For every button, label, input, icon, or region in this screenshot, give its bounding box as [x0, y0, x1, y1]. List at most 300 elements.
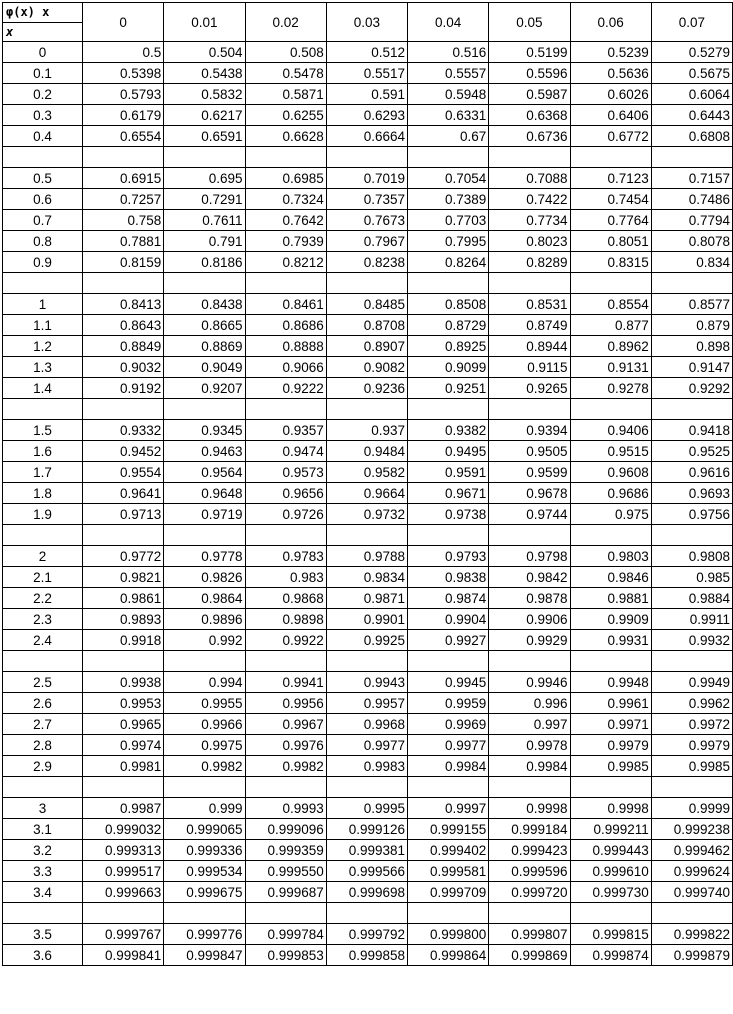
phi-value-cell: 0.9999 — [651, 798, 732, 819]
phi-value-cell: 0.9066 — [245, 357, 326, 378]
phi-value-cell: 0.999807 — [489, 924, 570, 945]
phi-value-cell: 0.9484 — [326, 441, 407, 462]
phi-value-cell: 0.9946 — [489, 672, 570, 693]
phi-value-cell: 0.8962 — [570, 336, 651, 357]
phi-value-cell: 0.6443 — [651, 105, 732, 126]
phi-value-cell: 0.9975 — [164, 735, 245, 756]
phi-value-cell: 0.9406 — [570, 420, 651, 441]
phi-value-cell: 0.999709 — [408, 882, 489, 903]
phi-value-cell: 0.999534 — [164, 861, 245, 882]
x-value-cell: 1.9 — [3, 504, 83, 525]
phi-value-cell: 0.9345 — [164, 420, 245, 441]
phi-value-cell: 0.9956 — [245, 693, 326, 714]
empty-cell — [326, 147, 407, 168]
empty-cell — [570, 273, 651, 294]
phi-value-cell: 0.9838 — [408, 567, 489, 588]
phi-value-cell: 0.9032 — [83, 357, 164, 378]
phi-value-cell: 0.5199 — [489, 42, 570, 63]
phi-value-cell: 0.9772 — [83, 546, 164, 567]
corner-divider — [3, 22, 82, 23]
table-row — [3, 210, 733, 231]
column-header: 0.02 — [245, 3, 326, 42]
empty-cell — [408, 777, 489, 798]
phi-value-cell: 0.992 — [164, 630, 245, 651]
phi-value-cell: 0.9909 — [570, 609, 651, 630]
table-row — [3, 42, 733, 63]
empty-cell — [3, 525, 83, 546]
table-row — [3, 504, 733, 525]
corner-label-top: φ(x) x — [6, 5, 50, 19]
phi-value-cell: 0.9678 — [489, 483, 570, 504]
phi-value-cell: 0.9911 — [651, 609, 732, 630]
empty-cell — [83, 651, 164, 672]
phi-value-cell: 0.9778 — [164, 546, 245, 567]
phi-value-cell: 0.8186 — [164, 252, 245, 273]
x-value-cell: 0.3 — [3, 105, 83, 126]
phi-value-cell: 0.996 — [489, 693, 570, 714]
empty-cell — [651, 399, 732, 420]
column-header: 0.05 — [489, 3, 570, 42]
phi-value-cell: 0.8577 — [651, 294, 732, 315]
phi-value-cell: 0.508 — [245, 42, 326, 63]
phi-value-cell: 0.7642 — [245, 210, 326, 231]
phi-value-cell: 0.7123 — [570, 168, 651, 189]
empty-cell — [83, 273, 164, 294]
empty-cell — [83, 147, 164, 168]
phi-value-cell: 0.9147 — [651, 357, 732, 378]
phi-value-cell: 0.9495 — [408, 441, 489, 462]
phi-value-cell: 0.6368 — [489, 105, 570, 126]
phi-value-cell: 0.9474 — [245, 441, 326, 462]
phi-value-cell: 0.7703 — [408, 210, 489, 231]
phi-value-cell: 0.937 — [326, 420, 407, 441]
phi-value-cell: 0.9948 — [570, 672, 651, 693]
empty-cell — [326, 525, 407, 546]
phi-value-cell: 0.9292 — [651, 378, 732, 399]
phi-value-cell: 0.8708 — [326, 315, 407, 336]
phi-value-cell: 0.9943 — [326, 672, 407, 693]
table-row — [3, 420, 733, 441]
phi-value-cell: 0.6255 — [245, 105, 326, 126]
phi-value-cell: 0.8925 — [408, 336, 489, 357]
phi-value-cell: 0.9099 — [408, 357, 489, 378]
empty-cell — [245, 903, 326, 924]
empty-cell — [489, 525, 570, 546]
phi-value-cell: 0.9965 — [83, 714, 164, 735]
empty-cell — [3, 777, 83, 798]
phi-value-cell: 0.7054 — [408, 168, 489, 189]
empty-cell — [651, 525, 732, 546]
phi-value-cell: 0.6406 — [570, 105, 651, 126]
group-separator-row — [3, 777, 733, 798]
phi-value-cell: 0.999624 — [651, 861, 732, 882]
group-separator-row — [3, 525, 733, 546]
phi-value-cell: 0.6664 — [326, 126, 407, 147]
phi-value-cell: 0.9554 — [83, 462, 164, 483]
phi-value-cell: 0.7995 — [408, 231, 489, 252]
phi-value-cell: 0.8508 — [408, 294, 489, 315]
phi-value-cell: 0.999184 — [489, 819, 570, 840]
phi-value-cell: 0.9582 — [326, 462, 407, 483]
phi-value-cell: 0.8888 — [245, 336, 326, 357]
phi-value-cell: 0.9861 — [83, 588, 164, 609]
phi-value-cell: 0.9955 — [164, 693, 245, 714]
empty-cell — [83, 777, 164, 798]
table-row — [3, 168, 733, 189]
phi-value-cell: 0.999853 — [245, 945, 326, 966]
empty-cell — [326, 399, 407, 420]
phi-value-cell: 0.999313 — [83, 840, 164, 861]
phi-value-cell: 0.999550 — [245, 861, 326, 882]
phi-value-cell: 0.9971 — [570, 714, 651, 735]
phi-value-cell: 0.9959 — [408, 693, 489, 714]
empty-cell — [408, 525, 489, 546]
phi-value-cell: 0.999065 — [164, 819, 245, 840]
phi-value-cell: 0.9236 — [326, 378, 407, 399]
phi-value-cell: 0.999874 — [570, 945, 651, 966]
phi-value-cell: 0.5832 — [164, 84, 245, 105]
phi-value-cell: 0.9997 — [408, 798, 489, 819]
x-value-cell: 2.2 — [3, 588, 83, 609]
phi-value-cell: 0.9394 — [489, 420, 570, 441]
phi-value-cell: 0.7257 — [83, 189, 164, 210]
phi-value-cell: 0.9881 — [570, 588, 651, 609]
phi-value-cell: 0.7794 — [651, 210, 732, 231]
phi-value-cell: 0.9974 — [83, 735, 164, 756]
table-row — [3, 546, 733, 567]
phi-value-cell: 0.7939 — [245, 231, 326, 252]
phi-value-cell: 0.9842 — [489, 567, 570, 588]
phi-value-cell: 0.8729 — [408, 315, 489, 336]
phi-value-cell: 0.9941 — [245, 672, 326, 693]
table-row — [3, 840, 733, 861]
phi-value-cell: 0.9985 — [570, 756, 651, 777]
empty-cell — [326, 903, 407, 924]
phi-value-cell: 0.9265 — [489, 378, 570, 399]
phi-value-cell: 0.9968 — [326, 714, 407, 735]
table-row — [3, 63, 733, 84]
phi-value-cell: 0.9985 — [651, 756, 732, 777]
empty-cell — [164, 273, 245, 294]
phi-value-cell: 0.5478 — [245, 63, 326, 84]
phi-value-cell: 0.8438 — [164, 294, 245, 315]
x-value-cell: 3.5 — [3, 924, 83, 945]
phi-value-cell: 0.9984 — [408, 756, 489, 777]
empty-cell — [651, 147, 732, 168]
phi-value-cell: 0.6064 — [651, 84, 732, 105]
phi-value-cell: 0.7881 — [83, 231, 164, 252]
table-row — [3, 798, 733, 819]
phi-value-cell: 0.999443 — [570, 840, 651, 861]
phi-value-cell: 0.8461 — [245, 294, 326, 315]
phi-value-cell: 0.9874 — [408, 588, 489, 609]
phi-value-cell: 0.7486 — [651, 189, 732, 210]
empty-cell — [164, 147, 245, 168]
phi-value-cell: 0.999 — [164, 798, 245, 819]
x-value-cell: 0.9 — [3, 252, 83, 273]
phi-value-cell: 0.9192 — [83, 378, 164, 399]
group-separator-row — [3, 651, 733, 672]
phi-value-cell: 0.999211 — [570, 819, 651, 840]
table-row — [3, 735, 733, 756]
phi-value-cell: 0.9931 — [570, 630, 651, 651]
phi-value-cell: 0.9573 — [245, 462, 326, 483]
phi-value-cell: 0.8485 — [326, 294, 407, 315]
phi-value-cell: 0.9357 — [245, 420, 326, 441]
phi-value-cell: 0.9738 — [408, 504, 489, 525]
phi-value-cell: 0.516 — [408, 42, 489, 63]
phi-value-cell: 0.9969 — [408, 714, 489, 735]
phi-value-cell: 0.999155 — [408, 819, 489, 840]
empty-cell — [408, 903, 489, 924]
phi-value-cell: 0.8849 — [83, 336, 164, 357]
phi-value-cell: 0.9925 — [326, 630, 407, 651]
phi-value-cell: 0.5596 — [489, 63, 570, 84]
empty-cell — [164, 651, 245, 672]
phi-value-cell: 0.9131 — [570, 357, 651, 378]
x-value-cell: 0.7 — [3, 210, 83, 231]
phi-value-cell: 0.999675 — [164, 882, 245, 903]
phi-value-cell: 0.7324 — [245, 189, 326, 210]
phi-value-cell: 0.9616 — [651, 462, 732, 483]
phi-value-cell: 0.999784 — [245, 924, 326, 945]
empty-cell — [83, 903, 164, 924]
phi-value-cell: 0.999740 — [651, 882, 732, 903]
phi-value-cell: 0.8749 — [489, 315, 570, 336]
x-value-cell: 0 — [3, 42, 83, 63]
phi-value-cell: 0.8289 — [489, 252, 570, 273]
phi-value-cell: 0.9826 — [164, 567, 245, 588]
phi-value-cell: 0.6026 — [570, 84, 651, 105]
x-value-cell: 2.8 — [3, 735, 83, 756]
phi-value-cell: 0.994 — [164, 672, 245, 693]
phi-value-cell: 0.999610 — [570, 861, 651, 882]
phi-value-cell: 0.6217 — [164, 105, 245, 126]
table-row — [3, 882, 733, 903]
column-header: 0.07 — [651, 3, 732, 42]
x-value-cell: 3.6 — [3, 945, 83, 966]
phi-value-cell: 0.999720 — [489, 882, 570, 903]
phi-value-cell: 0.7734 — [489, 210, 570, 231]
table-row — [3, 945, 733, 966]
x-value-cell: 3.1 — [3, 819, 83, 840]
column-header: 0 — [83, 3, 164, 42]
table-row — [3, 315, 733, 336]
table-row — [3, 756, 733, 777]
phi-value-cell: 0.9871 — [326, 588, 407, 609]
phi-value-cell: 0.7389 — [408, 189, 489, 210]
column-header: 0.01 — [164, 3, 245, 42]
x-value-cell: 2 — [3, 546, 83, 567]
phi-value-cell: 0.999381 — [326, 840, 407, 861]
phi-value-cell: 0.9798 — [489, 546, 570, 567]
x-value-cell: 0.1 — [3, 63, 83, 84]
phi-value-cell: 0.758 — [83, 210, 164, 231]
empty-cell — [570, 777, 651, 798]
phi-value-cell: 0.9505 — [489, 441, 570, 462]
phi-value-cell: 0.7291 — [164, 189, 245, 210]
corner-cell — [3, 3, 83, 42]
phi-value-cell: 0.5279 — [651, 42, 732, 63]
table-row — [3, 336, 733, 357]
phi-value-cell: 0.9982 — [245, 756, 326, 777]
phi-value-cell: 0.6736 — [489, 126, 570, 147]
x-value-cell: 2.5 — [3, 672, 83, 693]
empty-cell — [3, 399, 83, 420]
phi-value-cell: 0.9979 — [570, 735, 651, 756]
phi-value-cell: 0.9251 — [408, 378, 489, 399]
phi-value-cell: 0.898 — [651, 336, 732, 357]
empty-cell — [164, 399, 245, 420]
phi-value-cell: 0.9878 — [489, 588, 570, 609]
empty-cell — [326, 651, 407, 672]
phi-value-cell: 0.5871 — [245, 84, 326, 105]
phi-value-cell: 0.9278 — [570, 378, 651, 399]
phi-value-cell: 0.9962 — [651, 693, 732, 714]
phi-value-cell: 0.6808 — [651, 126, 732, 147]
phi-value-cell: 0.9938 — [83, 672, 164, 693]
phi-value-cell: 0.9788 — [326, 546, 407, 567]
phi-value-cell: 0.7157 — [651, 168, 732, 189]
table-row — [3, 861, 733, 882]
empty-cell — [408, 147, 489, 168]
phi-value-cell: 0.791 — [164, 231, 245, 252]
phi-value-cell: 0.999032 — [83, 819, 164, 840]
phi-value-cell: 0.9978 — [489, 735, 570, 756]
phi-value-cell: 0.999402 — [408, 840, 489, 861]
phi-value-cell: 0.877 — [570, 315, 651, 336]
phi-value-cell: 0.9967 — [245, 714, 326, 735]
phi-value-cell: 0.9993 — [245, 798, 326, 819]
phi-value-cell: 0.9693 — [651, 483, 732, 504]
phi-value-cell: 0.999698 — [326, 882, 407, 903]
phi-value-cell: 0.9982 — [164, 756, 245, 777]
phi-value-cell: 0.9896 — [164, 609, 245, 630]
x-value-cell: 1.8 — [3, 483, 83, 504]
empty-cell — [164, 903, 245, 924]
phi-value-cell: 0.7422 — [489, 189, 570, 210]
phi-value-cell: 0.9082 — [326, 357, 407, 378]
table-row — [3, 294, 733, 315]
phi-value-cell: 0.7357 — [326, 189, 407, 210]
phi-value-cell: 0.9846 — [570, 567, 651, 588]
empty-cell — [570, 525, 651, 546]
phi-value-cell: 0.9998 — [489, 798, 570, 819]
phi-value-cell: 0.9949 — [651, 672, 732, 693]
phi-value-cell: 0.999730 — [570, 882, 651, 903]
phi-value-cell: 0.999869 — [489, 945, 570, 966]
phi-value-cell: 0.5793 — [83, 84, 164, 105]
phi-value-cell: 0.999462 — [651, 840, 732, 861]
empty-cell — [326, 273, 407, 294]
empty-cell — [651, 777, 732, 798]
phi-value-cell: 0.5675 — [651, 63, 732, 84]
empty-cell — [570, 399, 651, 420]
empty-cell — [3, 147, 83, 168]
empty-cell — [83, 525, 164, 546]
x-value-cell: 2.6 — [3, 693, 83, 714]
phi-value-cell: 0.9382 — [408, 420, 489, 441]
phi-value-cell: 0.9525 — [651, 441, 732, 462]
empty-cell — [326, 777, 407, 798]
phi-value-cell: 0.695 — [164, 168, 245, 189]
phi-value-cell: 0.9713 — [83, 504, 164, 525]
phi-value-cell: 0.9898 — [245, 609, 326, 630]
empty-cell — [3, 651, 83, 672]
phi-value-cell: 0.9049 — [164, 357, 245, 378]
phi-value-cell: 0.9987 — [83, 798, 164, 819]
x-value-cell: 1.5 — [3, 420, 83, 441]
table-row — [3, 588, 733, 609]
phi-value-cell: 0.5438 — [164, 63, 245, 84]
phi-value-cell: 0.8869 — [164, 336, 245, 357]
phi-value-cell: 0.8238 — [326, 252, 407, 273]
phi-value-cell: 0.5 — [83, 42, 164, 63]
phi-value-cell: 0.9984 — [489, 756, 570, 777]
phi-value-cell: 0.9591 — [408, 462, 489, 483]
phi-value-cell: 0.999336 — [164, 840, 245, 861]
phi-value-cell: 0.999596 — [489, 861, 570, 882]
phi-value-cell: 0.9893 — [83, 609, 164, 630]
phi-value-cell: 0.9918 — [83, 630, 164, 651]
phi-value-cell: 0.9756 — [651, 504, 732, 525]
x-value-cell: 1.2 — [3, 336, 83, 357]
phi-value-cell: 0.8078 — [651, 231, 732, 252]
empty-cell — [489, 903, 570, 924]
phi-value-cell: 0.7611 — [164, 210, 245, 231]
phi-value-cell: 0.8944 — [489, 336, 570, 357]
phi-value-cell: 0.5948 — [408, 84, 489, 105]
phi-value-cell: 0.9834 — [326, 567, 407, 588]
phi-value-cell: 0.9808 — [651, 546, 732, 567]
phi-value-cell: 0.9793 — [408, 546, 489, 567]
phi-value-cell: 0.997 — [489, 714, 570, 735]
x-value-cell: 2.7 — [3, 714, 83, 735]
x-value-cell: 3.2 — [3, 840, 83, 861]
phi-value-cell: 0.9515 — [570, 441, 651, 462]
empty-cell — [489, 777, 570, 798]
phi-value-cell: 0.999517 — [83, 861, 164, 882]
table-row — [3, 189, 733, 210]
phi-value-cell: 0.9927 — [408, 630, 489, 651]
phi-value-cell: 0.6554 — [83, 126, 164, 147]
empty-cell — [651, 651, 732, 672]
table-row — [3, 252, 733, 273]
phi-value-cell: 0.5239 — [570, 42, 651, 63]
phi-value-cell: 0.9608 — [570, 462, 651, 483]
phi-value-cell: 0.999847 — [164, 945, 245, 966]
phi-value-cell: 0.999792 — [326, 924, 407, 945]
phi-value-cell: 0.8159 — [83, 252, 164, 273]
phi-value-cell: 0.9953 — [83, 693, 164, 714]
x-value-cell: 3.3 — [3, 861, 83, 882]
phi-value-cell: 0.9904 — [408, 609, 489, 630]
table-row — [3, 819, 733, 840]
empty-cell — [245, 273, 326, 294]
phi-value-cell: 0.999126 — [326, 819, 407, 840]
phi-value-cell: 0.9981 — [83, 756, 164, 777]
empty-cell — [651, 273, 732, 294]
x-value-cell: 1.7 — [3, 462, 83, 483]
table-row — [3, 462, 733, 483]
group-separator-row — [3, 273, 733, 294]
empty-cell — [570, 147, 651, 168]
empty-cell — [408, 273, 489, 294]
phi-value-cell: 0.8554 — [570, 294, 651, 315]
phi-value-cell: 0.9732 — [326, 504, 407, 525]
phi-value-cell: 0.9664 — [326, 483, 407, 504]
phi-value-cell: 0.9803 — [570, 546, 651, 567]
